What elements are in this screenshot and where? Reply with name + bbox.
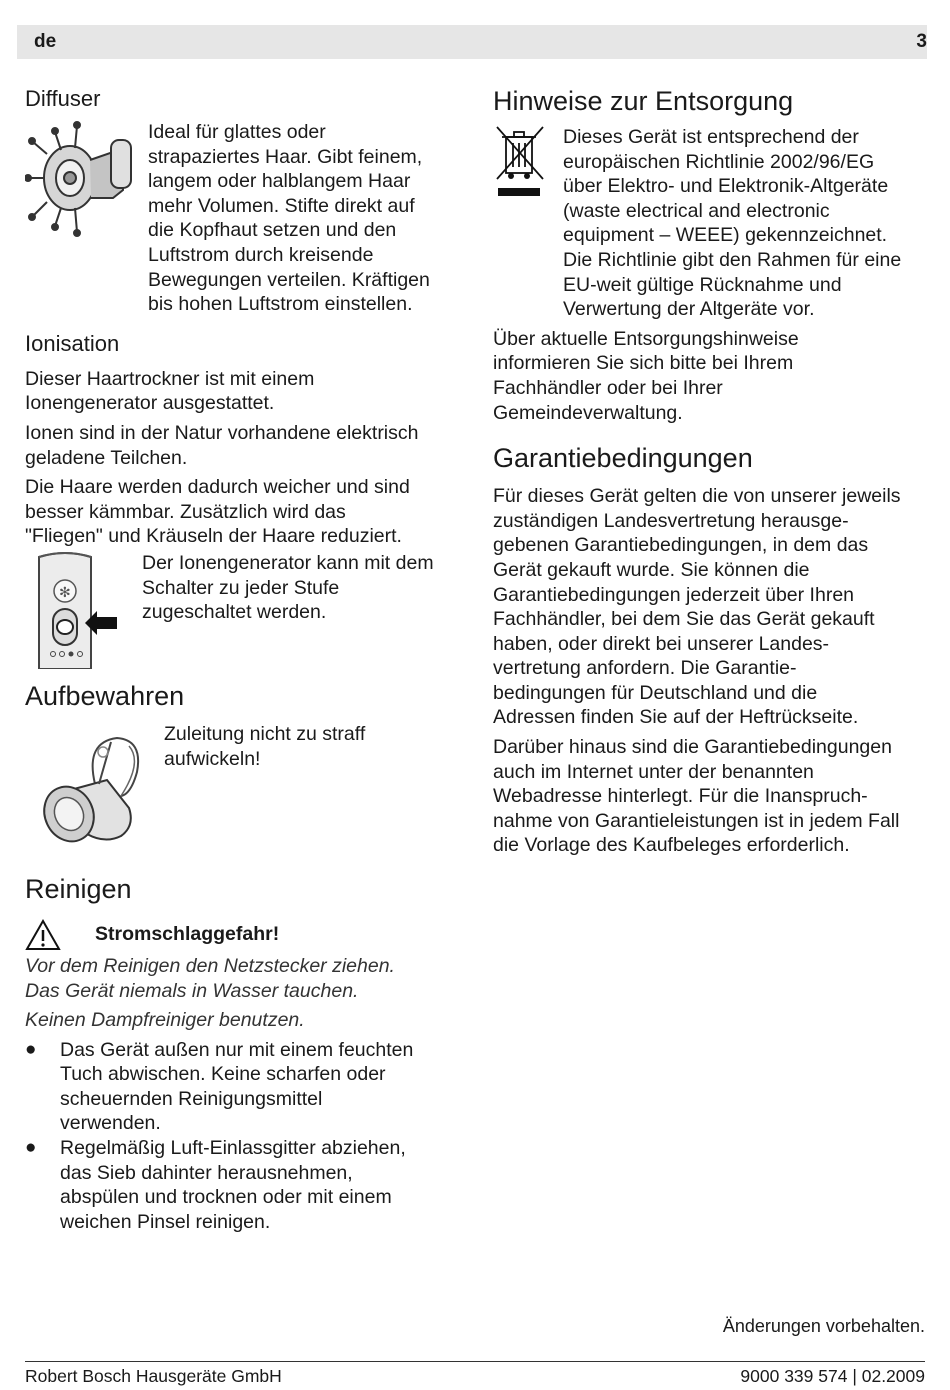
garantie-section <box>493 443 928 858</box>
diffuser-section <box>25 86 460 317</box>
list-item: ● Regelmäßig Luft-Einlassgitter abziehen, das Sieb dahinter herausnehmen, abspülen und trocknen oder mit einem weichen Pinsel reinigen. <box>25 1137 406 1233</box>
weee-bin-icon <box>493 125 563 205</box>
aufbewahren-section <box>25 681 460 852</box>
entsorgung-paragraph: Über aktuelle Entsorgungshinweise informieren Sie sich bitte bei Ihrem Fachhändler oder bei Ihrer Gemeindeverwaltung. <box>493 327 799 424</box>
footer-company: Robert Bosch Hausgeräte GmbH <box>25 1366 282 1386</box>
bullet-icon: ● <box>25 1038 37 1060</box>
weee-text: Dieses Gerät ist entsprechend der europäischen Richtlinie 2002/96/EG über Elektro- und Elektronik-Altgeräte (waste electrical and electronic equipment – WEEE) gekennzeichnet. Die Richtlinie gibt den Rahmen für eine EU-weit gültige Rücknahme und Verwertung der Altgeräte vor. <box>563 126 902 321</box>
page-number: 3 <box>916 31 927 52</box>
aufbewahren-text: Zuleitung nicht zu straff aufwickeln! <box>164 722 366 770</box>
list-item: ● Das Gerät außen nur mit einem feuchten Tuch abwischen. Keine scharfen oder scheuernden Reinigungsmittel verwenden. <box>25 1038 414 1135</box>
language-code: de <box>34 31 57 52</box>
bullet-icon: ● <box>25 1137 37 1159</box>
warning-title: Stromschlaggefahr! <box>95 923 280 946</box>
svg-text:✻: ✻ <box>59 584 71 601</box>
warning-triangle-icon <box>25 919 95 951</box>
diffuser-heading: Diffuser <box>25 86 101 111</box>
reinigen-section <box>25 874 460 1235</box>
footer-note: Änderungen vorbehalten. <box>722 1316 925 1336</box>
header-bar <box>17 25 927 59</box>
warning-extra: Keinen Dampfreiniger benutzen. <box>25 1009 305 1032</box>
ionisation-paragraph: Dieser Haartrockner ist mit einem Ionengenerator ausgestattet. <box>25 367 315 415</box>
cord-storage-illustration <box>25 722 164 852</box>
warning-text: Vor dem Reinigen den Netzstecker ziehen. Das Gerät niemals in Wasser tauchen. <box>25 954 395 1002</box>
ionisation-heading: Ionisation <box>25 330 120 356</box>
footer-doc-ref: 9000 339 574 | 02.2009 <box>740 1366 925 1386</box>
ionisation-paragraph: Die Haare werden dadurch weicher und sind besser kämmbar. Zusätzlich wird das "Fliegen" und Kräuseln der Haare reduziert. <box>25 476 410 548</box>
garantie-heading: Garantiebedingungen <box>493 443 753 474</box>
left-column <box>25 86 460 1234</box>
cleaning-list <box>25 1038 460 1235</box>
footer-divider <box>25 1361 925 1362</box>
entsorgung-section <box>493 86 928 425</box>
right-column <box>493 86 928 863</box>
ion-switch-text: Der Ionengenerator kann mit dem Schalter zu jeder Stufe zugeschaltet werden. <box>142 551 434 624</box>
entsorgung-heading: Hinweise zur Entsorgung <box>493 86 794 116</box>
garantie-paragraph: Darüber hinaus sind die Garantiebedingungen auch im Internet unter der benannten Webadresse hinterlegt. Für die Inanspruch- nahme von Garantieleistungen ist in jedem Fall die Vorlage des Kaufbeleges erforderlich. <box>493 736 900 857</box>
garantie-paragraph: Für dieses Gerät gelten die von unserer jeweils zuständigen Landesvertretung herausge- gebenen Garantiebedingungen, in dem das Gerät gekauft wurde. Sie können die Garantiebedingungen jederzeit über Ihren Fachhändler, bei dem Sie das Gerät gekauft haben, oder direkt bei unserer Landes- vertretung anfordern. Die Garantie- bedingungen für Deutschland und die Adressen finden Sie auf der Heftrückseite. <box>493 485 901 729</box>
ionisation-paragraph: Ionen sind in der Natur vorhandene elektrisch geladene Teilchen. <box>25 421 419 469</box>
aufbewahren-heading: Aufbewahren <box>25 680 185 711</box>
ionisation-section <box>25 331 460 669</box>
diffuser-description: Ideal für glattes oder strapaziertes Haar. Gibt feinem, langem oder halblangem Haar mehr Volumen. Stifte direkt auf die Kopfhaut setzen und den Luftstrom durch kreisende Bewegungen verteilen. Kräftigen bis hohen Luftstrom einstellen. <box>148 121 430 316</box>
ion-switch-illustration <box>25 551 142 669</box>
reinigen-heading: Reinigen <box>25 873 132 904</box>
diffuser-illustration <box>25 120 148 240</box>
